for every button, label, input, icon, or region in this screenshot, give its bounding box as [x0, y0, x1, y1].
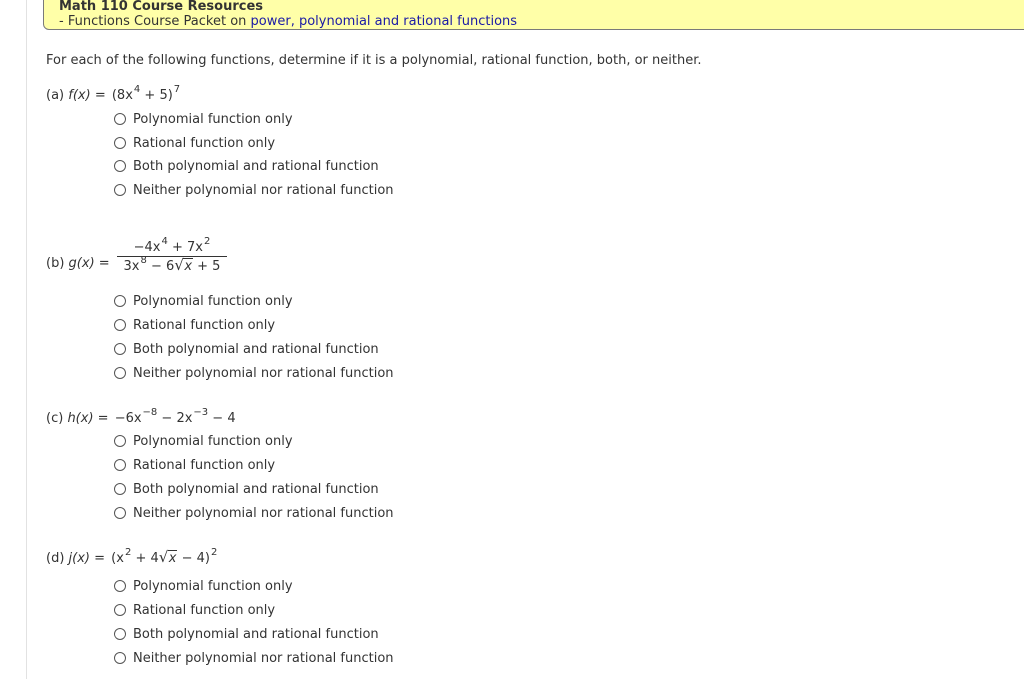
expr-c-part: − 2x — [157, 411, 193, 426]
question-c-letter: (c) — [46, 411, 64, 426]
radicand: x — [184, 259, 193, 274]
question-d-option-neither[interactable] — [114, 649, 394, 667]
radio-button[interactable] — [114, 483, 126, 495]
radio-button[interactable] — [114, 507, 126, 519]
question-b-option-neither[interactable] — [114, 364, 394, 382]
option-label: Both polynomial and rational function — [133, 481, 379, 497]
option-label: Both polynomial and rational function — [133, 158, 379, 174]
resources-title: Math 110 Course Resources — [59, 0, 264, 14]
radio-button[interactable] — [114, 628, 126, 640]
question-a-option-rational[interactable] — [114, 134, 275, 152]
radio-button[interactable] — [114, 343, 126, 355]
expr-a-exponent: 4 — [133, 84, 141, 95]
radio-button[interactable] — [114, 435, 126, 447]
numerator-term: + 7x — [167, 240, 203, 255]
question-a-option-polynomial[interactable] — [114, 110, 293, 128]
radio-button[interactable] — [114, 295, 126, 307]
numerator-term: −4x — [133, 240, 161, 255]
expr-d-exponent: 2 — [210, 547, 218, 558]
question-d-option-rational[interactable] — [114, 601, 275, 619]
radio-button[interactable] — [114, 319, 126, 331]
sqrt-icon: √ x — [174, 256, 193, 274]
question-a-letter: (a) — [46, 88, 65, 103]
question-a-expression — [111, 84, 181, 103]
question-b-fraction — [117, 236, 227, 274]
question-a-option-neither[interactable] — [114, 181, 394, 199]
option-label: Neither polynomial nor rational function — [133, 182, 394, 198]
question-d-option-polynomial[interactable] — [114, 577, 293, 595]
expr-d-exponent: 2 — [124, 547, 132, 558]
option-label: Neither polynomial nor rational function — [133, 650, 394, 666]
denominator-term: + 5 — [193, 259, 221, 274]
question-d-label — [46, 547, 218, 566]
expr-a-exponent: 7 — [173, 84, 181, 95]
denominator-term: 3x — [123, 259, 140, 274]
fraction-bar — [117, 256, 227, 257]
question-c-option-neither[interactable] — [114, 504, 394, 522]
question-a-func: f(x) — [68, 88, 91, 103]
expr-a-part: (8x — [111, 88, 133, 103]
question-d-letter: (d) — [46, 551, 65, 566]
option-label: Rational function only — [133, 602, 276, 618]
question-b-func: g(x) — [68, 256, 95, 271]
left-margin-rule — [26, 0, 27, 679]
radio-button[interactable] — [114, 580, 126, 592]
question-c-option-rational[interactable] — [114, 456, 275, 474]
question-d-func: j(x) — [68, 551, 90, 566]
denominator-term: − 6 — [146, 259, 175, 274]
question-a-label — [46, 84, 181, 103]
option-label: Both polynomial and rational function — [133, 341, 379, 357]
course-resources-box — [43, 0, 1024, 30]
expr-c-part: −6x — [114, 411, 142, 426]
radio-button[interactable] — [114, 184, 126, 196]
radicand: x — [168, 551, 177, 566]
equals-sign: = — [90, 551, 110, 566]
radio-button[interactable] — [114, 160, 126, 172]
radio-button[interactable] — [114, 137, 126, 149]
question-c-func: h(x) — [67, 411, 94, 426]
course-packet-link[interactable]: power, polynomial and rational functions — [250, 14, 518, 29]
question-d-option-both[interactable] — [114, 625, 379, 643]
numerator-exponent: 2 — [203, 236, 211, 247]
radio-button[interactable] — [114, 459, 126, 471]
option-label: Neither polynomial nor rational function — [133, 505, 394, 521]
option-label: Polynomial function only — [133, 111, 293, 127]
expr-d-part: − 4) — [177, 551, 210, 566]
option-label: Rational function only — [133, 457, 276, 473]
expr-d-part: (x — [111, 551, 124, 566]
expr-c-exponent: −8 — [142, 407, 158, 418]
question-a-option-both[interactable] — [114, 157, 379, 175]
expr-d-part: + 4 — [131, 551, 159, 566]
question-b-option-both[interactable] — [114, 340, 379, 358]
radio-button[interactable] — [114, 652, 126, 664]
question-c-option-both[interactable] — [114, 480, 379, 498]
radio-button[interactable] — [114, 367, 126, 379]
equals-sign: = — [93, 411, 113, 426]
question-b-letter: (b) — [46, 256, 65, 271]
fraction-numerator — [117, 236, 227, 255]
question-b-option-rational[interactable] — [114, 316, 275, 334]
expr-a-part: + 5) — [140, 88, 173, 103]
resources-prefix: - Functions Course Packet on — [59, 14, 251, 29]
option-label: Rational function only — [133, 317, 276, 333]
equals-sign: = — [90, 88, 110, 103]
numerator-exponent: 4 — [161, 236, 168, 247]
option-label: Rational function only — [133, 135, 276, 151]
question-c-label — [46, 407, 236, 426]
instructions-text: For each of the following functions, determine if it is a polynomial, rational function, both, or neither. — [46, 53, 702, 68]
resources-line — [59, 14, 517, 29]
question-b-label — [46, 256, 110, 271]
radio-button[interactable] — [114, 113, 126, 125]
fraction-denominator — [117, 255, 227, 274]
expr-c-part: − 4 — [208, 411, 236, 426]
sqrt-icon: √ x — [158, 548, 177, 566]
question-d-expression — [111, 547, 218, 566]
option-label: Polynomial function only — [133, 293, 293, 309]
radio-button[interactable] — [114, 604, 126, 616]
equals-sign: = — [94, 256, 110, 271]
question-c-expression — [114, 407, 236, 426]
option-label: Polynomial function only — [133, 578, 293, 594]
question-c-option-polynomial[interactable] — [114, 432, 293, 450]
question-b-option-polynomial[interactable] — [114, 292, 293, 310]
expr-c-exponent: −3 — [193, 407, 209, 418]
option-label: Polynomial function only — [133, 433, 293, 449]
option-label: Neither polynomial nor rational function — [133, 365, 394, 381]
denominator-exponent: 8 — [140, 255, 147, 266]
option-label: Both polynomial and rational function — [133, 626, 379, 642]
